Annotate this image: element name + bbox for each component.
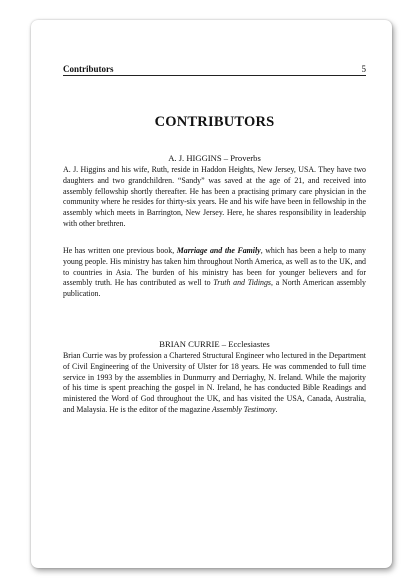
book-page xyxy=(31,20,392,568)
paragraph-text: A. J. Higgins and his wife, Ruth, reside in Haddon Heights, New Jersey, USA. They have two daughters and two grandchildren. “Sandy” was saved at the age of 21, and received into assembly fellowship shortly thereafter. He has been a practising primary care physician in the community where he resides for thirty-six years. He and his wife have been in fellowship in the assembly which meets in Barrington, New Jersey. Here, he shares responsibility in leadership with other brethren. xyxy=(63,165,366,228)
page-number: 5 xyxy=(361,64,366,74)
entry-title-higgins: A. J. HIGGINS – Proverbs xyxy=(168,153,261,163)
entry-paragraph xyxy=(63,351,366,416)
italic-title: Assembly Testimony xyxy=(212,404,276,414)
paragraph-text: Brian Currie was by profession a Chartered Structural Engineer who lectured in the Department of Civil Engineering of the University of Ulster for 18 years. He was commended to full time service in 1993 by the assemblies in Dunmurry and Derriaghy, N. Ireland. While the majority of his time is spent preaching the gospel in N. Ireland, he has conducted Bible Readings and ministered the Word of God throughout the UK, and has visited the USA, Canada, Australia, and Malaysia. He is the editor of the magazine xyxy=(63,351,366,414)
italic-title: Marriage and the Family xyxy=(176,246,261,255)
running-head xyxy=(63,63,366,76)
entry-paragraph xyxy=(63,246,366,300)
page-title: CONTRIBUTORS xyxy=(154,114,275,130)
paragraph-text: , which has been a help to many young people. His ministry has taken him throughout North America, as well as to the UK, and to countries in Asia. The burden of his ministry has been for younger believers and for assembly truth. He has contributed as well to xyxy=(63,246,367,288)
paragraph-text: He has written one previous book, xyxy=(63,246,177,255)
running-head-section: Contributors xyxy=(63,64,114,74)
paragraph-text: . xyxy=(275,404,278,414)
entry-paragraph xyxy=(63,165,366,230)
italic-title: Truth and Tidings xyxy=(213,278,272,288)
paragraph-text: , a North American assembly publication. xyxy=(63,278,366,299)
entry-title-currie: BRIAN CURRIE – Ecclesiastes xyxy=(159,339,270,349)
